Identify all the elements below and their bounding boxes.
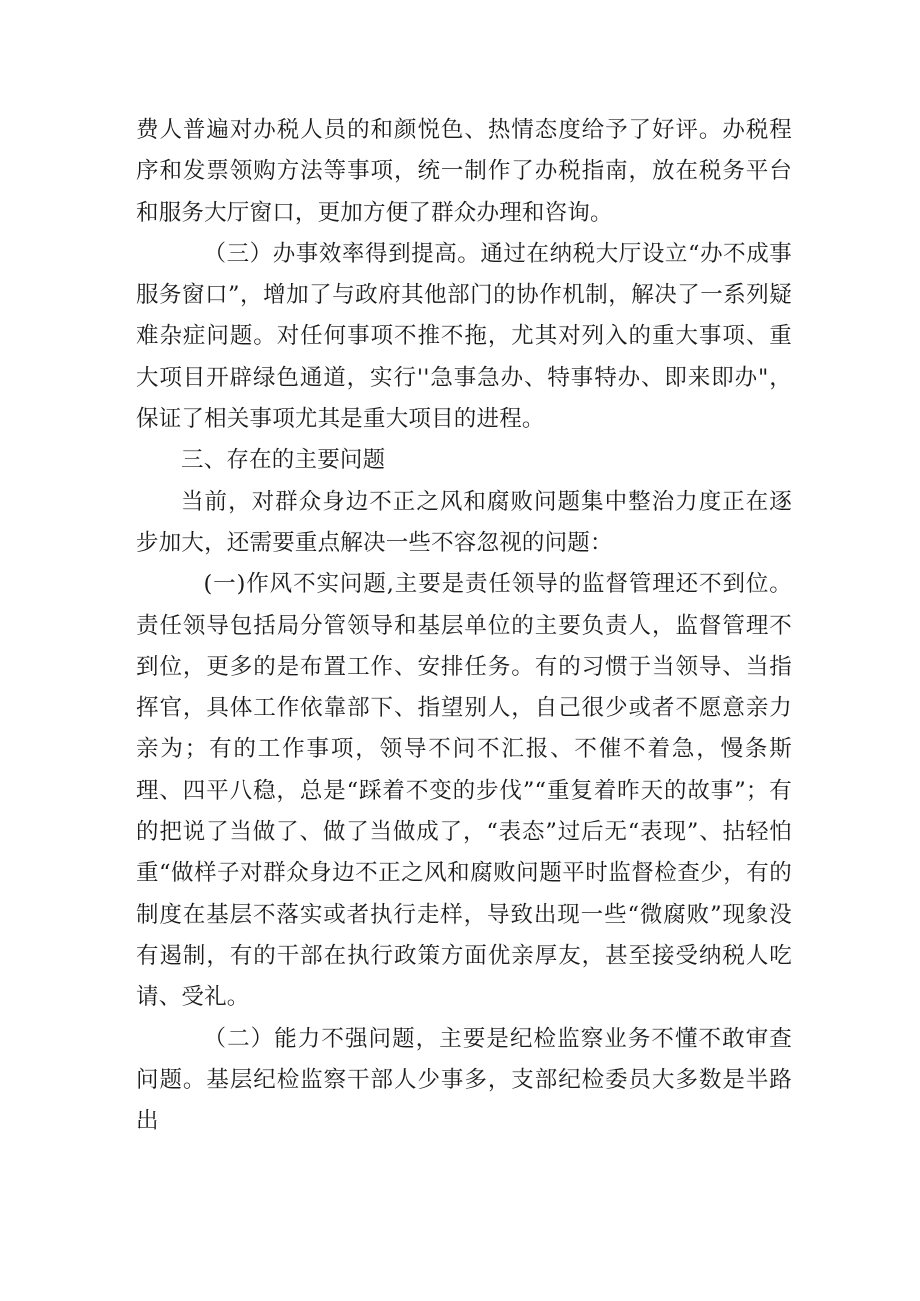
document-body [136, 110, 792, 1142]
paragraph-ability: （二）能力不强问题，主要是纪检监察业务不懂不敢审查问题。基层纪检监察干部人少事多，支部纪检委员大多数是半路出 [136, 1025, 792, 1135]
section-heading-problems: 三、存在的主要问题 [181, 447, 386, 474]
paragraph-intro-problems: 当前，对群众身边不正之风和腐败问题集中整治力度正在逐步加大，还需要重点解决一些不容忽视的问题： [136, 488, 792, 556]
paragraph-work-style: (一)作风不实问题,主要是责任领导的监督管理还不到位。责任领导包括局分管领导和基层单位的主要负责人，监督管理不到位，更多的是布置工作、安排任务。有的习惯于当领导、当指挥官，具体工作依靠部下、指望别人，自己很少或者不愿意亲力亲为；有的工作事项，领导不问不汇报、不催不着急，慢条斯理、四平八稳，总是“踩着不变的步伐”“重复着昨天的故事”；有的把说了当做了、做了当做成了，“表态”过后无“表现”、拈轻怕重“做样子对群众身边不正之风和腐败问题平时监督检查少，有的制度在基层不落实或者执行走样，导致出现一些“微腐败”现象没有遏制，有的干部在执行政策方面优亲厚友，甚至接受纳税人吃请、受礼。 [136, 571, 792, 1011]
paragraph-efficiency: （三）办事效率得到提高。通过在纳税大厅设立“办不成事服务窗口”，增加了与政府其他部门的协作机制，解决了一系列疑难杂症问题。对任何事项不推不拖，尤其对列入的重大事项、重大项目开辟绿色通道，实行''急事急办、特事特办、即来即办"，保证了相关事项尤其是重大项目的进程。 [136, 240, 792, 433]
paragraph-continuation: 费人普遍对办税人员的和颜悦色、热情态度给予了好评。办税程序和发票领购方法等事项，统一制作了办税指南，放在税务平台和服务大厅窗口，更加方便了群众办理和咨询。 [136, 117, 792, 226]
